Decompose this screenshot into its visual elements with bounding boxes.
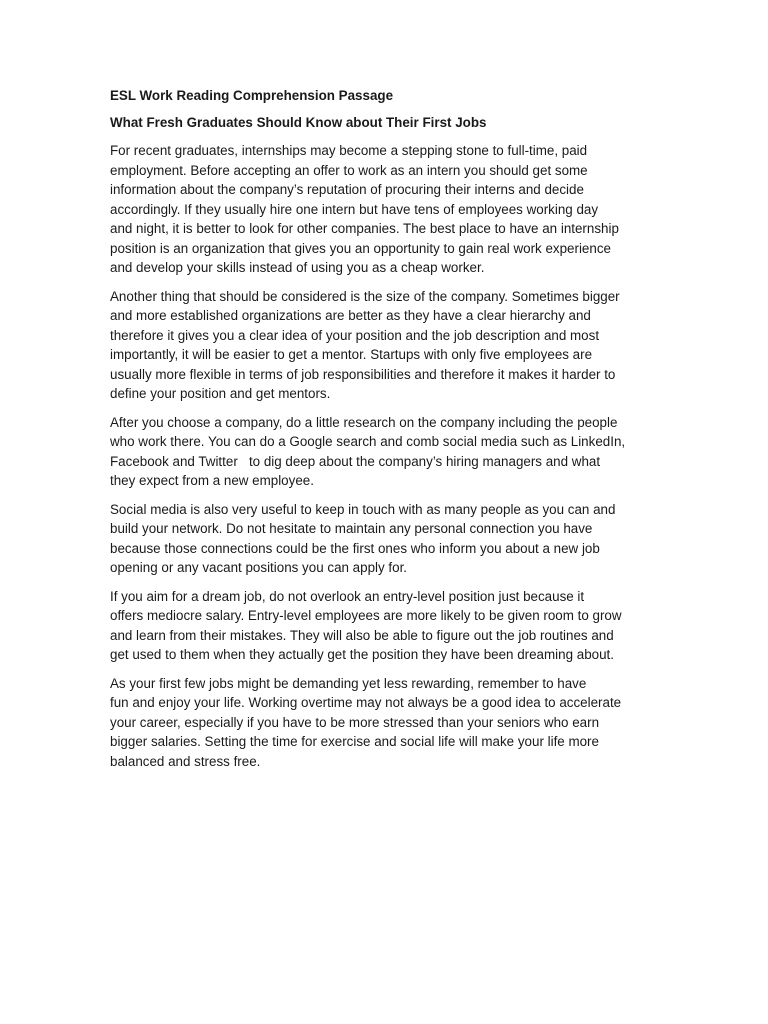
paragraph-line: therefore it gives you a clear idea of your position and the job description and most bbox=[110, 327, 600, 343]
paragraph-line: position is an organization that gives you an opportunity to gain real work experience bbox=[110, 240, 611, 256]
paragraph-line: who work there. You can do a Google search and comb social media such as LinkedIn, bbox=[110, 434, 626, 449]
paragraph-line: because those connections could be the first ones who inform you about a new job bbox=[110, 540, 600, 556]
paragraph-4 bbox=[110, 500, 658, 578]
paragraph-line: bigger salaries. Setting the time for exercise and social life will make your life more bbox=[110, 734, 599, 749]
paragraph-line: build your network. Do not hesitate to maintain any personal connection you have bbox=[110, 521, 593, 536]
paragraph-line: For recent graduates, internships may become a stepping stone to full-time, paid bbox=[110, 143, 588, 158]
paragraph-line: As your first few jobs might be demanding yet less rewarding, remember to have bbox=[110, 675, 587, 691]
paragraph-line: balanced and stress free. bbox=[110, 753, 261, 769]
document-heading: ESL Work Reading Comprehension Passage bbox=[110, 88, 394, 103]
paragraph-line: offers mediocre salary. Entry-level employees are more likely to be given room to grow bbox=[110, 608, 622, 623]
paragraph-line: information about the company’s reputation of procuring their interns and decide bbox=[110, 182, 584, 197]
paragraph-line: employment. Before accepting an offer to work as an intern you should get some bbox=[110, 162, 588, 178]
paragraph-line: After you choose a company, do a little research on the company including the people bbox=[110, 414, 618, 430]
paragraph-line: define your position and get mentors. bbox=[110, 386, 331, 401]
paragraph-line: they expect from a new employee. bbox=[110, 473, 314, 488]
document-body bbox=[110, 86, 658, 780]
paragraph-line: and develop your skills instead of using you as a cheap worker. bbox=[110, 260, 485, 275]
paragraph-line: and night, it is better to look for other companies. The best place to have an internship bbox=[110, 221, 619, 236]
paragraph-line: usually more flexible in terms of job responsibilities and therefore it makes it harder to bbox=[110, 366, 616, 382]
paragraph-line: accordingly. If they usually hire one intern but have tens of employees working day bbox=[110, 201, 599, 217]
paragraph-line: Facebook and Twitter to dig deep about the company’s hiring managers and what bbox=[110, 453, 601, 469]
paragraph-line: Another thing that should be considered is the size of the company. Sometimes bigger bbox=[110, 288, 620, 304]
paragraph-line: and learn from their mistakes. They will also be able to figure out the job routines and bbox=[110, 627, 614, 643]
paragraph-2 bbox=[110, 287, 658, 404]
paragraph-5 bbox=[110, 587, 658, 665]
paragraph-line: If you aim for a dream job, do not overlook an entry-level position just because it bbox=[110, 588, 585, 604]
paragraph-line: importantly, it will be easier to get a mentor. Startups with only five employees are bbox=[110, 347, 593, 362]
paragraph-line: your career, especially if you have to be more stressed than your seniors who earn bbox=[110, 714, 600, 730]
paragraph-6 bbox=[110, 674, 658, 772]
paragraph-line: and more established organizations are better as they have a clear hierarchy and bbox=[110, 308, 591, 323]
document-subheading: What Fresh Graduates Should Know about Their First Jobs bbox=[110, 115, 487, 130]
paragraph-line: Social media is also very useful to keep in touch with as many people as you can and bbox=[110, 501, 616, 517]
paragraph-line: get used to them when they actually get the position they have been dreaming about. bbox=[110, 647, 614, 662]
paragraph-3 bbox=[110, 413, 658, 491]
paragraph-line: opening or any vacant positions you can apply for. bbox=[110, 560, 408, 575]
paragraph-line: fun and enjoy your life. Working overtime may not always be a good idea to accelerate bbox=[110, 695, 622, 710]
paragraph-1 bbox=[110, 141, 658, 278]
